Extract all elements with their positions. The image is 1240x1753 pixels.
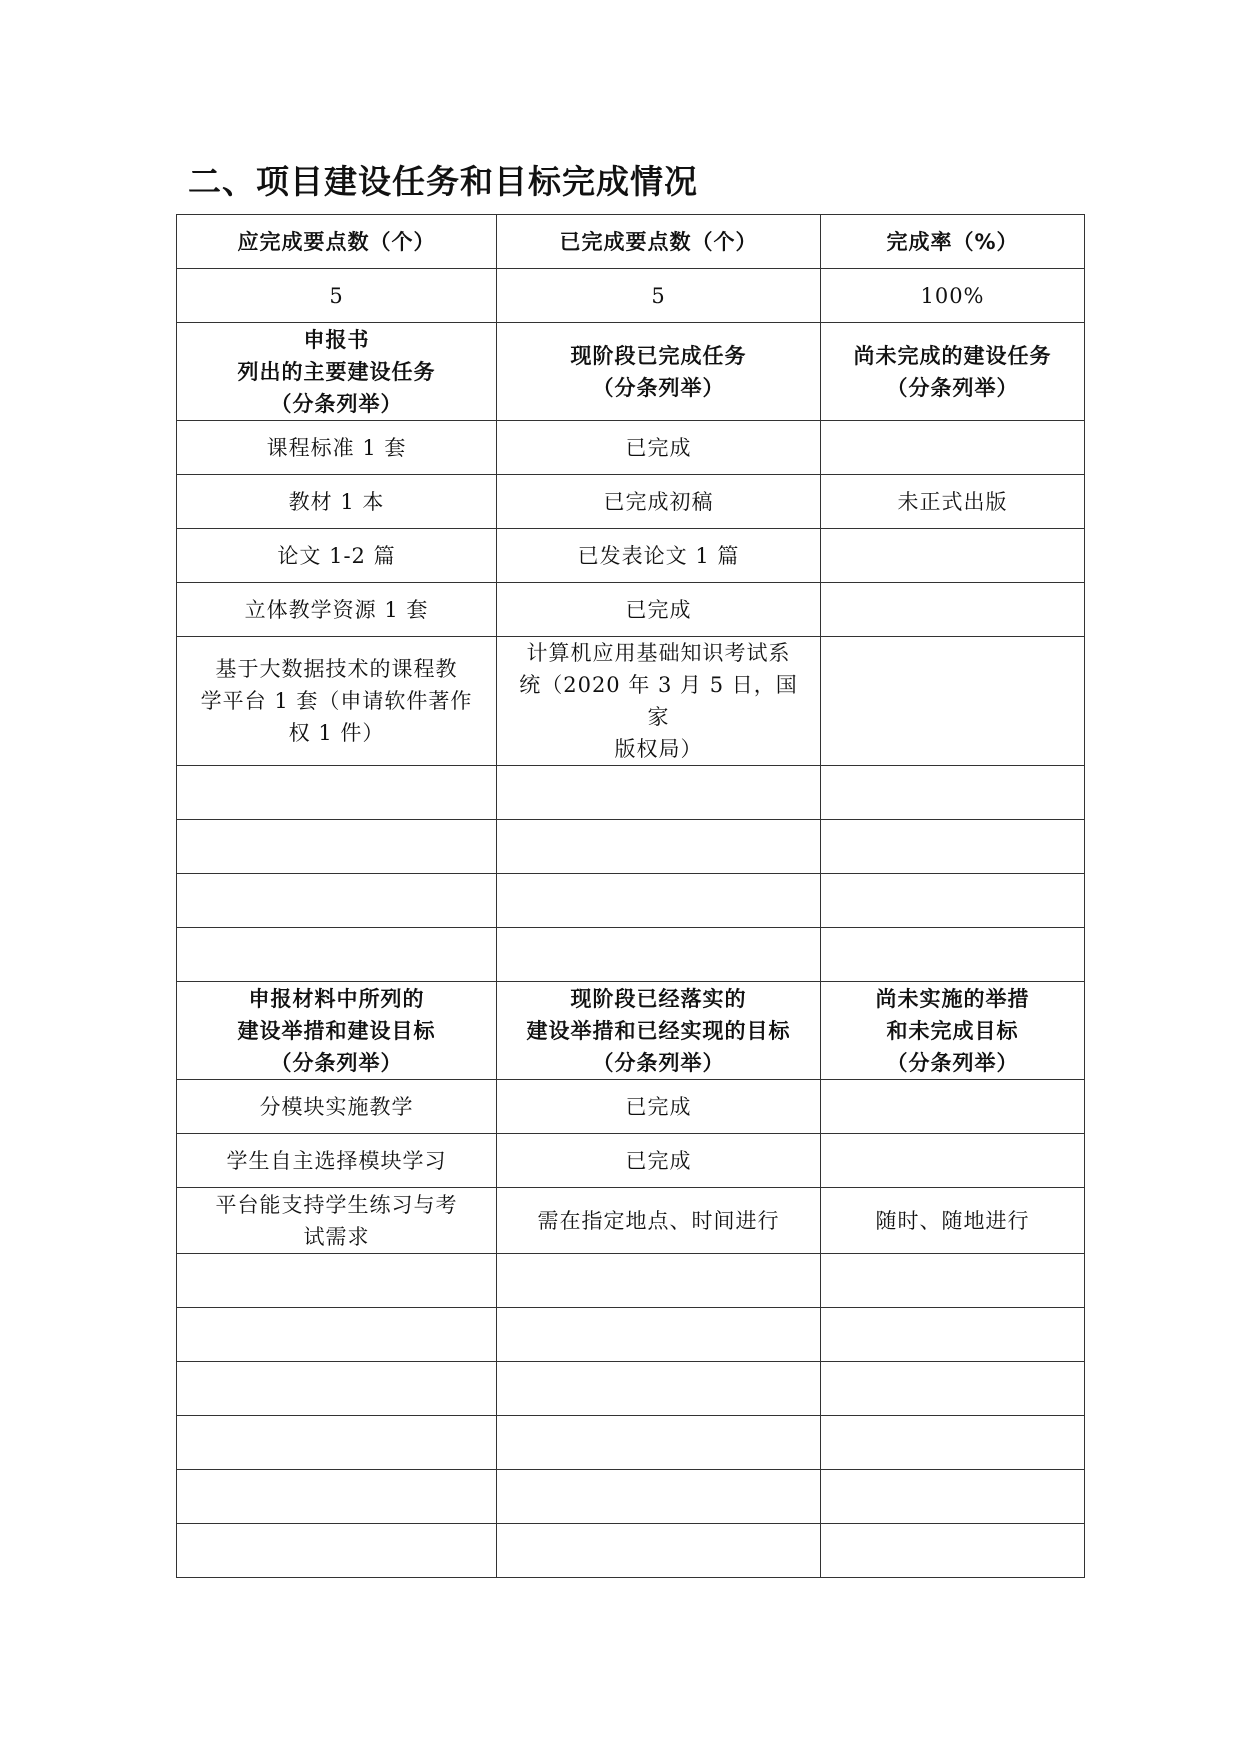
table-cell: [177, 874, 497, 928]
table-cell: [497, 874, 821, 928]
cell-line: 平台能支持学生练习与考: [215, 1192, 458, 1217]
tasks-header-cell: [497, 323, 821, 421]
table-cell: [177, 1134, 497, 1188]
cell-line: 尚未完成的建设任务: [853, 343, 1052, 368]
tasks-header-cell: [177, 323, 497, 421]
cell-line: 现阶段已完成任务: [570, 343, 747, 368]
table-cell: [821, 1362, 1085, 1416]
table-cell: [497, 1308, 821, 1362]
cell-line: （分条列举）: [270, 1050, 403, 1075]
table-cell: [177, 1362, 497, 1416]
table-cell: [497, 1254, 821, 1308]
table-cell: [177, 820, 497, 874]
table-cell: [497, 1134, 821, 1188]
table-cell: [177, 583, 497, 637]
cell-line: 已完成: [625, 1094, 692, 1119]
table-cell: [821, 1254, 1085, 1308]
table-cell: [497, 637, 821, 766]
cell-line: 建设举措和已经实现的目标: [526, 1018, 791, 1043]
table-row: [177, 820, 1085, 874]
table-cell: [497, 475, 821, 529]
measures-header-cell: [177, 982, 497, 1080]
cell-line: 课程标准 1 套: [266, 435, 407, 460]
tasks-header-row: [177, 323, 1085, 421]
table-row: [177, 421, 1085, 475]
table-cell: [821, 820, 1085, 874]
table-cell: [177, 1308, 497, 1362]
cell-line: 学平台 1 套（申请软件著作: [200, 689, 473, 713]
summary-header-cell: 完成率（%）: [821, 215, 1085, 269]
cell-line: 分模块实施教学: [259, 1094, 414, 1119]
table-cell: [821, 874, 1085, 928]
cell-line: 立体教学资源 1 套: [244, 597, 429, 622]
table-cell: [177, 1080, 497, 1134]
table-cell: [177, 1470, 497, 1524]
table-row: [177, 583, 1085, 637]
table-cell: [821, 1080, 1085, 1134]
cell-line: 已完成: [625, 435, 692, 460]
summary-value-completed: 5: [497, 269, 821, 323]
table-cell: [177, 529, 497, 583]
table-cell: [177, 421, 497, 475]
summary-header-cell: 已完成要点数（个）: [497, 215, 821, 269]
table-cell: [497, 583, 821, 637]
table-cell: [177, 1188, 497, 1254]
table-cell: [821, 1416, 1085, 1470]
table-cell: [497, 1470, 821, 1524]
table-row: [177, 874, 1085, 928]
table-cell: [497, 1524, 821, 1578]
measures-header-cell: [821, 982, 1085, 1080]
table-cell: [821, 1524, 1085, 1578]
summary-value-rate: 100%: [821, 269, 1085, 323]
cell-line: 已完成初稿: [603, 489, 714, 514]
section-title: 二、项目建设任务和目标完成情况: [188, 162, 698, 201]
table-cell: [821, 421, 1085, 475]
table-cell: [821, 583, 1085, 637]
table-cell: [821, 1470, 1085, 1524]
cell-line: （分条列举）: [592, 375, 725, 400]
cell-line: 建设举措和建设目标: [237, 1018, 436, 1043]
table-row: [177, 1134, 1085, 1188]
table-row: [177, 1188, 1085, 1254]
table-row: [177, 1416, 1085, 1470]
cell-line: 尚未实施的举措: [875, 986, 1030, 1011]
summary-values-row: [177, 269, 1085, 323]
cell-line: 申报书: [303, 327, 370, 352]
cell-line: 权 1 件）: [288, 721, 385, 745]
table-cell: [497, 928, 821, 982]
measures-header-row: [177, 982, 1085, 1080]
table-cell: [821, 1134, 1085, 1188]
table-cell: [497, 1362, 821, 1416]
table-cell: [821, 1188, 1085, 1254]
cell-line: 未正式出版: [897, 489, 1008, 514]
cell-line: （分条列举）: [886, 375, 1019, 400]
table-cell: [497, 421, 821, 475]
cell-line: （分条列举）: [592, 1050, 725, 1075]
summary-value-required: 5: [177, 269, 497, 323]
cell-line: 随时、随地进行: [875, 1208, 1030, 1233]
table-cell: [497, 1416, 821, 1470]
table-cell: [177, 928, 497, 982]
table-cell: [821, 1308, 1085, 1362]
table-row: [177, 928, 1085, 982]
cell-line: 现阶段已经落实的: [570, 986, 747, 1011]
table-cell: [177, 637, 497, 766]
cell-line: 已发表论文 1 篇: [577, 543, 740, 568]
table-row: [177, 1524, 1085, 1578]
cell-line: 统（2020 年 3 月 5 日，国家: [519, 673, 798, 729]
cell-line: 教材 1 本: [288, 489, 385, 514]
cell-line: 和未完成目标: [886, 1018, 1019, 1043]
table-row: [177, 529, 1085, 583]
table-cell: [821, 928, 1085, 982]
table-cell: [497, 1080, 821, 1134]
cell-line: 已完成: [625, 597, 692, 622]
table-cell: [821, 766, 1085, 820]
table-cell: [821, 637, 1085, 766]
cell-line: 需在指定地点、时间进行: [537, 1208, 780, 1233]
table-row: [177, 1362, 1085, 1416]
summary-header-row: [177, 215, 1085, 269]
table-cell: [821, 529, 1085, 583]
cell-line: 基于大数据技术的课程教: [215, 657, 458, 681]
table-row: [177, 637, 1085, 766]
cell-line: 申报材料中所列的: [248, 986, 425, 1011]
table-cell: [821, 475, 1085, 529]
table-cell: [177, 766, 497, 820]
summary-header-cell: 应完成要点数（个）: [177, 215, 497, 269]
measures-header-cell: [497, 982, 821, 1080]
cell-line: 列出的主要建设任务: [237, 359, 436, 384]
table-cell: [177, 1416, 497, 1470]
table-row: [177, 1080, 1085, 1134]
table-cell: [497, 1188, 821, 1254]
cell-line: 版权局）: [614, 737, 703, 761]
cell-line: （分条列举）: [270, 391, 403, 416]
table-cell: [177, 1524, 497, 1578]
cell-line: （分条列举）: [886, 1050, 1019, 1075]
table-row: [177, 1308, 1085, 1362]
cell-line: 已完成: [625, 1148, 692, 1173]
table-cell: [177, 475, 497, 529]
table-cell: [497, 820, 821, 874]
table-cell: [497, 766, 821, 820]
cell-line: 学生自主选择模块学习: [226, 1148, 447, 1173]
tasks-header-cell: [821, 323, 1085, 421]
cell-line: 计算机应用基础知识考试系: [526, 641, 791, 665]
completion-table: [176, 214, 1085, 1578]
cell-line: 论文 1-2 篇: [277, 543, 396, 568]
table-row: [177, 766, 1085, 820]
table-row: [177, 475, 1085, 529]
table-cell: [177, 1254, 497, 1308]
cell-line: 试需求: [303, 1224, 370, 1249]
table-row: [177, 1254, 1085, 1308]
table-row: [177, 1470, 1085, 1524]
table-cell: [497, 529, 821, 583]
